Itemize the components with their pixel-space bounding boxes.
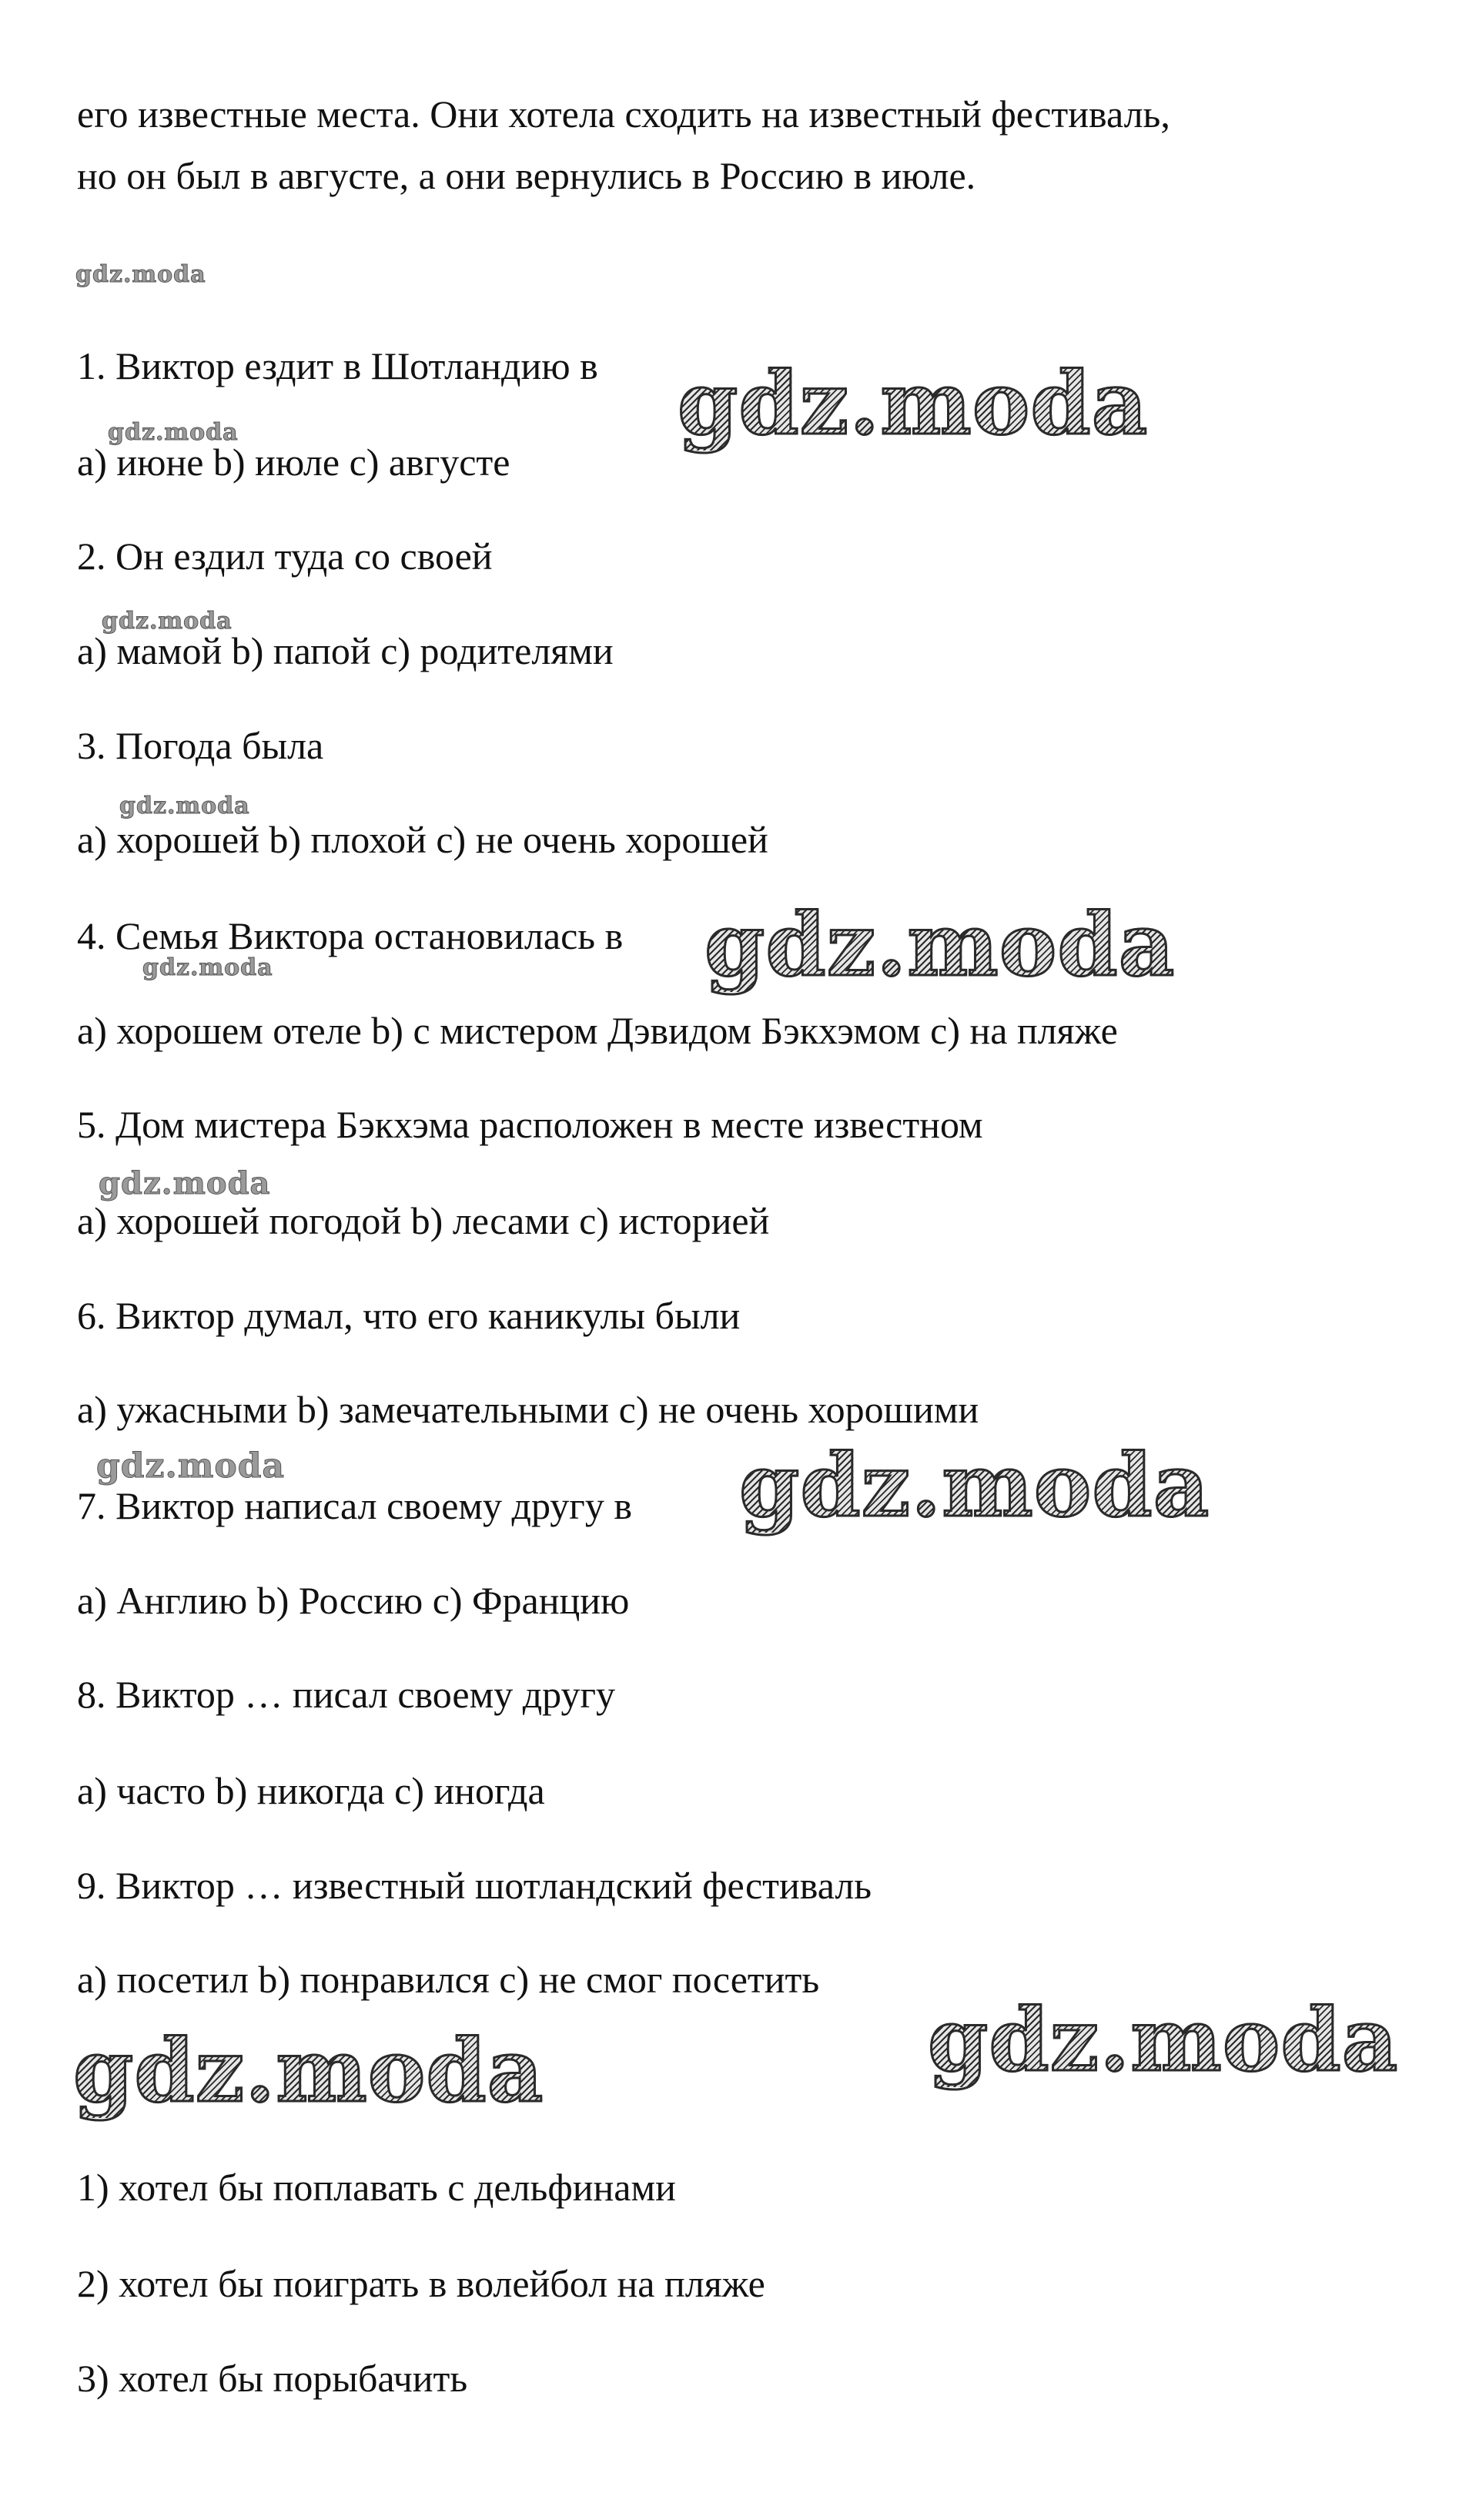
question-5: 5. Дом мистера Бэкхэма расположен в месте известном	[77, 1103, 983, 1146]
answer-6: a) ужасными b) замечательными c) не очень хорошими	[77, 1388, 979, 1431]
answer-7: a) Англию b) Россию c) Францию	[77, 1579, 630, 1622]
watermark-small: gdz.moda	[119, 793, 250, 819]
question-6: 6. Виктор думал, что его каникулы были	[77, 1294, 741, 1337]
watermark-small: gdz.moda	[108, 419, 239, 446]
answer-5: a) хорошей погодой b) лесами c) историей	[77, 1199, 770, 1242]
answer-2: a) мамой b) папой c) родителями	[77, 629, 614, 672]
watermark-small: gdz.moda	[75, 261, 206, 288]
intro-line-1: его известные места. Они хотела сходить на известный фестиваль,	[77, 92, 1170, 136]
watermark-logo: gdz.moda	[739, 1436, 1210, 1536]
watermark-logo: gdz.moda	[704, 895, 1176, 996]
question-1: 1. Виктор ездит в Шотландию в	[77, 344, 598, 387]
answer-8: a) часто b) никогда c) иногда	[77, 1769, 545, 1812]
answer-1: a) июне b) июле c) августе	[77, 441, 510, 484]
question-2: 2. Он ездил туда со своей	[77, 534, 493, 578]
watermark-logo: gdz.moda	[928, 1990, 1399, 2091]
question-3: 3. Погода была	[77, 724, 324, 767]
watermark-logo: gdz.moda	[73, 2021, 544, 2122]
watermark-small: gdz.moda	[142, 954, 273, 981]
question-4: 4. Семья Виктора остановилась в	[77, 914, 624, 957]
answer-9: a) посетил b) понравился c) не смог посетить	[77, 1958, 820, 2001]
question-7: 7. Виктор написал своему другу в	[77, 1484, 632, 1527]
question-8: 8. Виктор … писал своему другу	[77, 1673, 616, 1716]
watermark-small: gdz.moda	[102, 608, 233, 635]
answer-4: a) хорошем отеле b) с мистером Дэвидом Бэкхэмом c) на пляже	[77, 1009, 1118, 1052]
statement-1: 1) хотел бы поплавать с дельфинами	[77, 2166, 676, 2209]
watermark-logo: gdz.moda	[678, 354, 1149, 454]
answer-3: a) хорошей b) плохой c) не очень хорошей	[77, 818, 768, 861]
watermark-small: gdz.moda	[99, 1165, 271, 1201]
intro-line-2: но он был в августе, а они вернулись в Россию в июле.	[77, 154, 976, 197]
watermark-small: gdz.moda	[96, 1446, 286, 1486]
statement-2: 2) хотел бы поиграть в волейбол на пляже	[77, 2262, 765, 2305]
question-9: 9. Виктор … известный шотландский фестиваль	[77, 1864, 872, 1907]
statement-3: 3) хотел бы порыбачить	[77, 2357, 468, 2400]
